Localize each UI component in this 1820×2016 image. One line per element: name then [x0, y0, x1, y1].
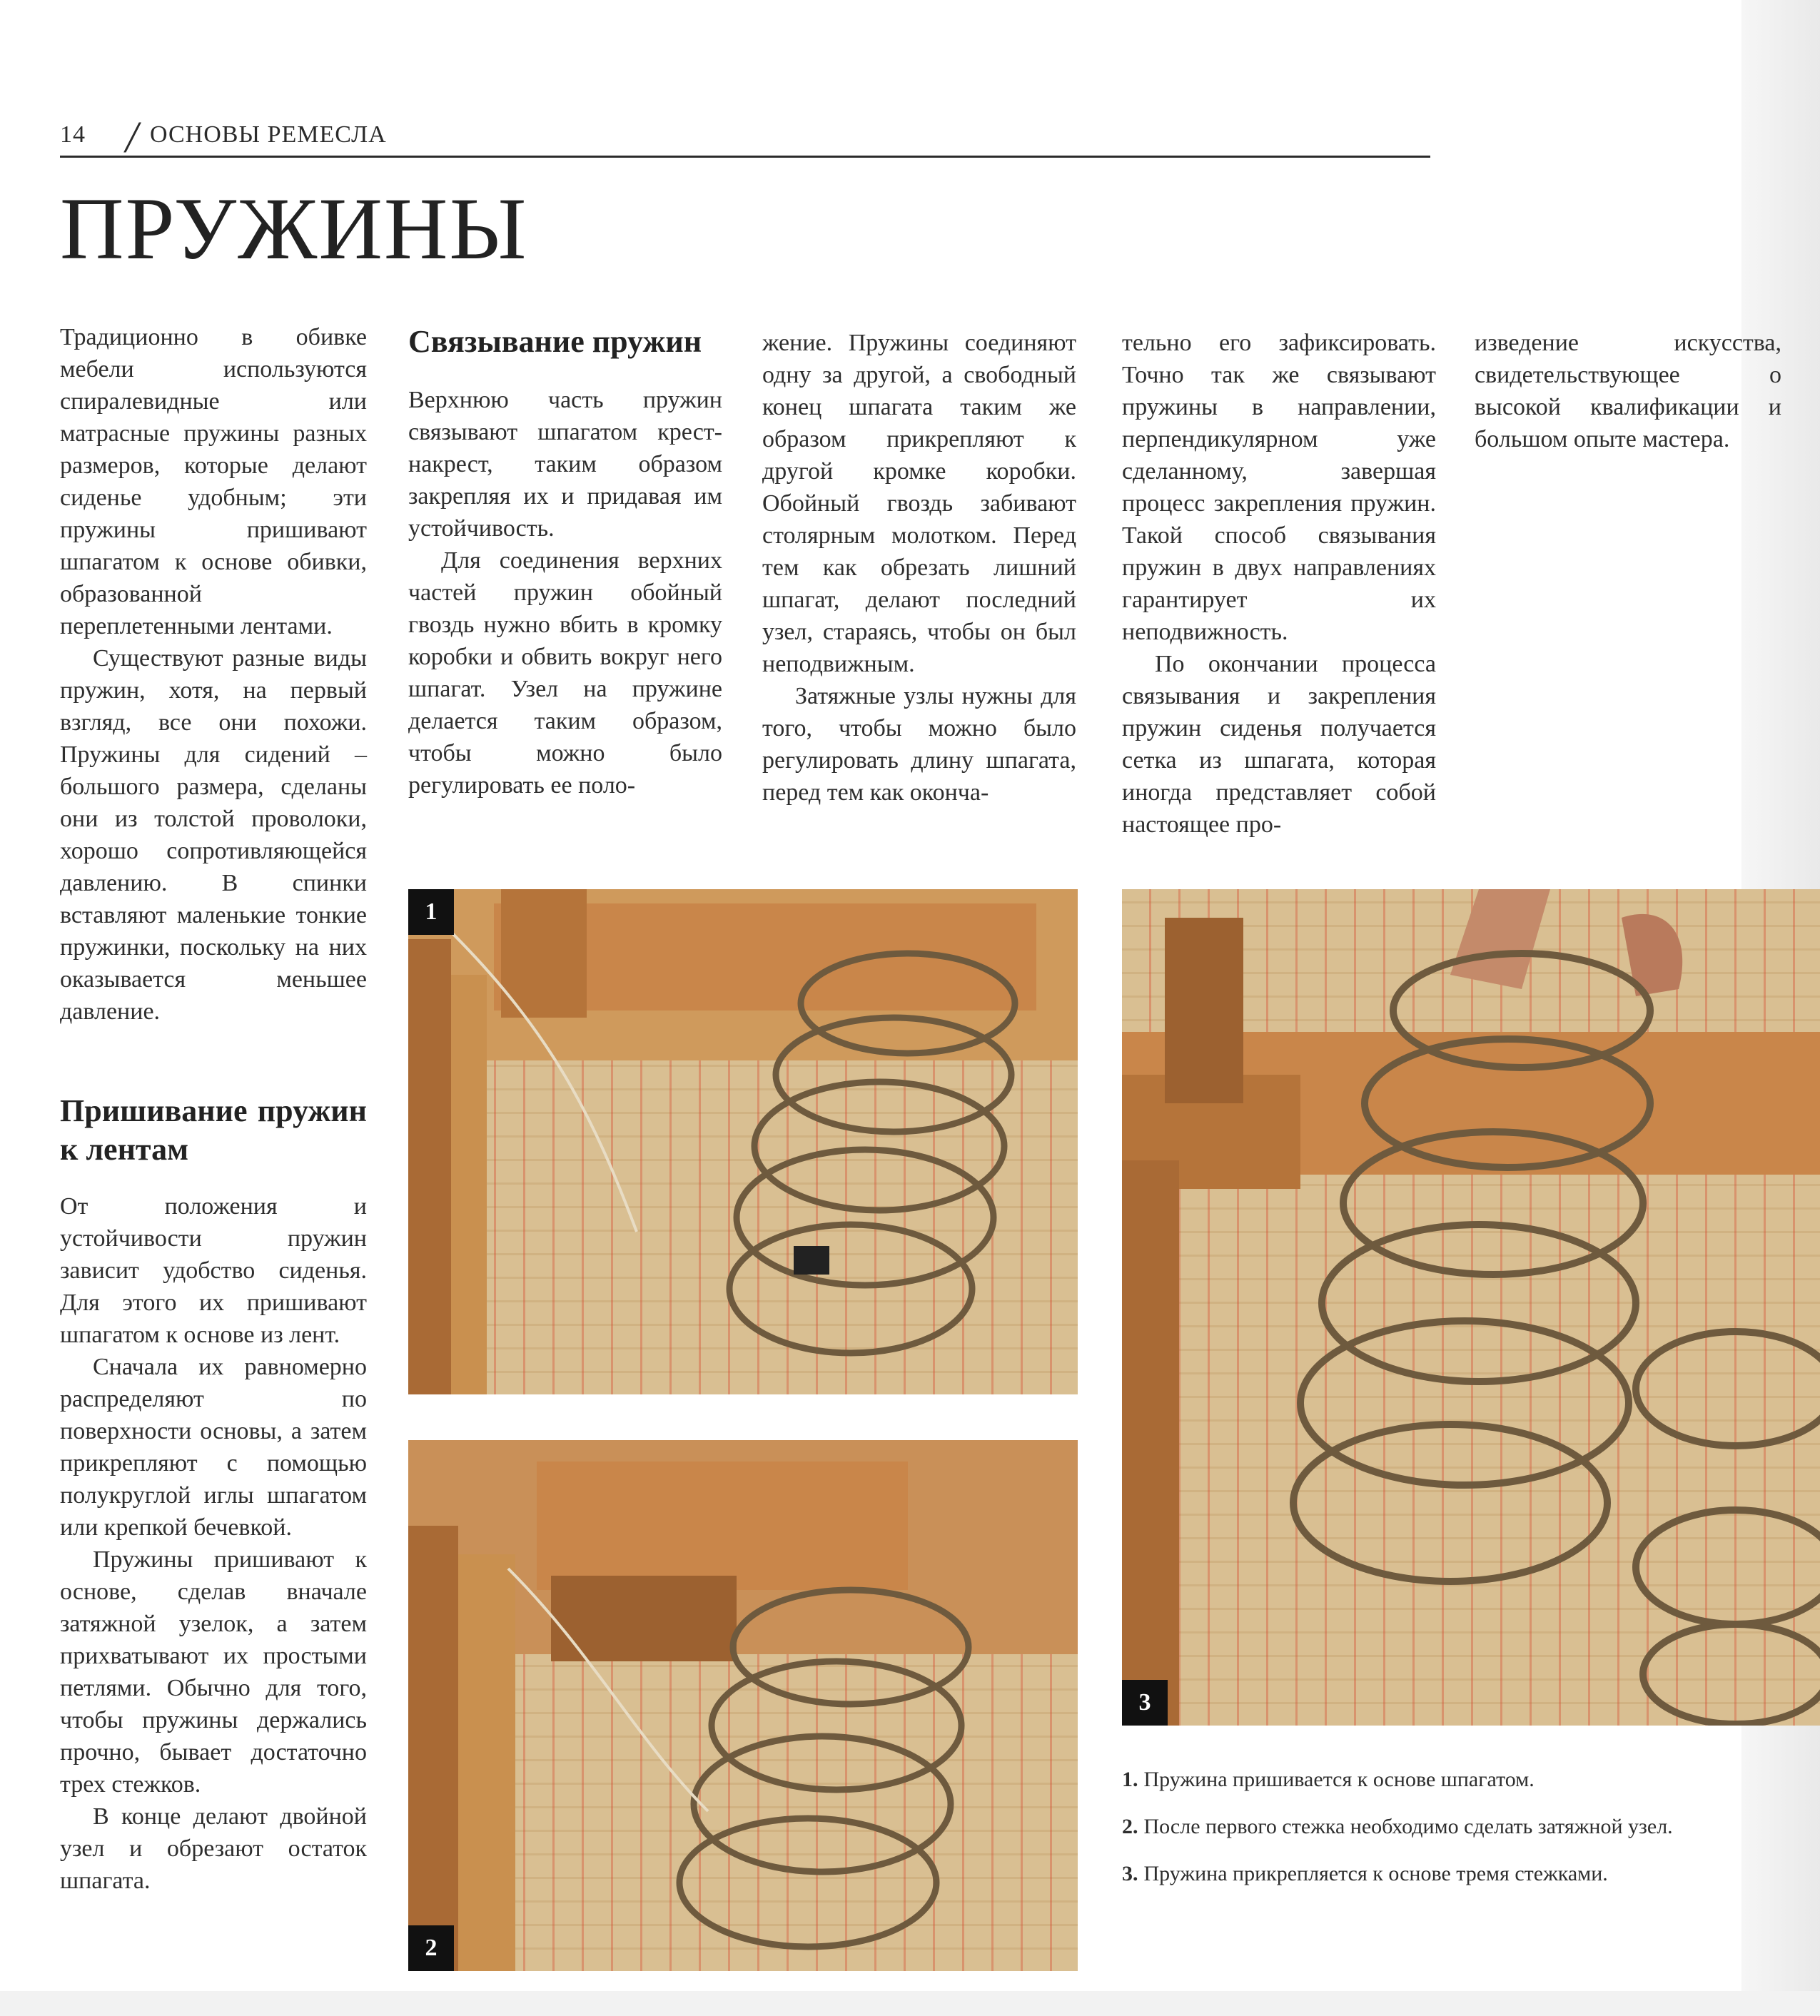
photo-number-badge: 1 — [408, 889, 454, 935]
paragraph: Затяжные узлы нужны для того, чтобы можно было регулировать длину шпагата, перед тем как оконча- — [762, 683, 1076, 806]
paragraph: Традиционно в обивке мебели используются спиралевидные или матрасные пружины разных размеров, которые делают сиденье удобным; эти пружины пришивают шпагатом к основе обивки, образованной переплетенными лентами. — [60, 324, 367, 639]
photo-spring-sewing-3 — [1122, 889, 1820, 1726]
paragraph: По окончании процесса связывания и закрепления пружин сиденья получается сетка из шпагата, которая иногда представляет собой настоящее про- — [1122, 651, 1436, 838]
caption-text: Пружина прикрепляется к основе тремя стежками. — [1143, 1862, 1608, 1885]
paragraph: От положения и устойчивости пружин зависит удобство сиденья. Для этого их пришивают шпагатом к основе из лент. — [60, 1193, 367, 1348]
section-title: ОСНОВЫ РЕМЕСЛА — [150, 121, 387, 148]
caption-text: После первого стежка необходимо сделать затяжной узел. — [1143, 1815, 1673, 1838]
page-bottom-shadow — [0, 1991, 1820, 2016]
photo-number-badge: 3 — [1122, 1680, 1168, 1726]
paragraph: Пружины пришивают к основе, сделав вначале затяжной узелок, а затем прихватывают их простыми петлями. Обычно для того, чтобы пружины держались прочно, бывает достаточно трех стежков. — [60, 1546, 367, 1798]
paragraph: В конце делают двойной узел и обрезают остаток шпагата. — [60, 1803, 367, 1894]
text-column-3 — [762, 327, 1076, 809]
page-number: 14 — [60, 121, 86, 148]
text-column-4 — [1122, 327, 1436, 841]
photo-1-illustration — [408, 889, 1078, 1394]
paragraph: жение. Пружины соединяют одну за другой, а свободный конец шпагата таким же образом прикрепляют к другой кромке коробки. Обойный гвоздь забивают столярным молотком. Перед тем как обрезать лишний шпагат, делают последний узел, стараясь, чтобы он был неподвижным. — [762, 330, 1076, 677]
section-heading-tying: Связывание пружин — [408, 324, 702, 359]
text-column-1 — [60, 321, 367, 1897]
photo-2-illustration — [408, 1440, 1078, 1971]
photo-number-badge: 2 — [408, 1925, 454, 1971]
running-header — [60, 113, 1430, 162]
section-heading-sewing: Пришивание пружин к лентам — [60, 1093, 367, 1167]
text-column-2 — [408, 323, 722, 801]
photo-spring-sewing-2 — [408, 1440, 1078, 1971]
photo-captions — [1122, 1766, 1736, 1907]
paragraph: Верхнюю часть пружин связывают шпагатом крест-накрест, таким образом закрепляя их и придавая им устойчивость. — [408, 387, 722, 542]
text-column-5 — [1475, 327, 1781, 455]
caption-number: 2. — [1122, 1815, 1138, 1838]
paragraph: Для соединения верхних частей пружин обойный гвоздь нужно вбить в кромку коробки и обвить вокруг него шпагат. Узел на пружине делается таким образом, чтобы можно было регулировать ее поло- — [408, 547, 722, 799]
paragraph: тельно его зафиксировать. Точно так же связывают пружины в направлении, перпендикулярном уже сделанному, завершая процесс закрепления пружин. Такой способ связывания пружин в двух направлениях гарантирует их неподвижность. — [1122, 330, 1436, 645]
caption-number: 3. — [1122, 1862, 1138, 1885]
header-separator: / — [126, 113, 139, 162]
caption-number: 1. — [1122, 1768, 1138, 1791]
caption-item — [1122, 1860, 1736, 1888]
photo-3-illustration — [1122, 889, 1820, 1726]
page-title: ПРУЖИНЫ — [60, 180, 528, 278]
paragraph: Сначала их равномерно распределяют по поверхности основы, а затем прикрепляют с помощью полукруглой иглы шпагатом или крепкой бечевкой. — [60, 1354, 367, 1541]
caption-item — [1122, 1766, 1736, 1794]
caption-item — [1122, 1813, 1736, 1841]
caption-text: Пружина пришивается к основе шпагатом. — [1143, 1768, 1535, 1791]
paragraph: изведение искусства, свидетельствующее о высокой квалификации и большом опыте мастера. — [1475, 330, 1781, 452]
paragraph: Существуют разные виды пружин, хотя, на первый взгляд, все они похожи. Пружины для сидений – большого размера, сделаны они из толстой проволоки, хорошо сопротивляющейся давлению. В спинки вставляют маленькие тонкие пружинки, поскольку на них оказывается меньшее давление. — [60, 645, 367, 1025]
photo-spring-sewing-1 — [408, 889, 1078, 1394]
